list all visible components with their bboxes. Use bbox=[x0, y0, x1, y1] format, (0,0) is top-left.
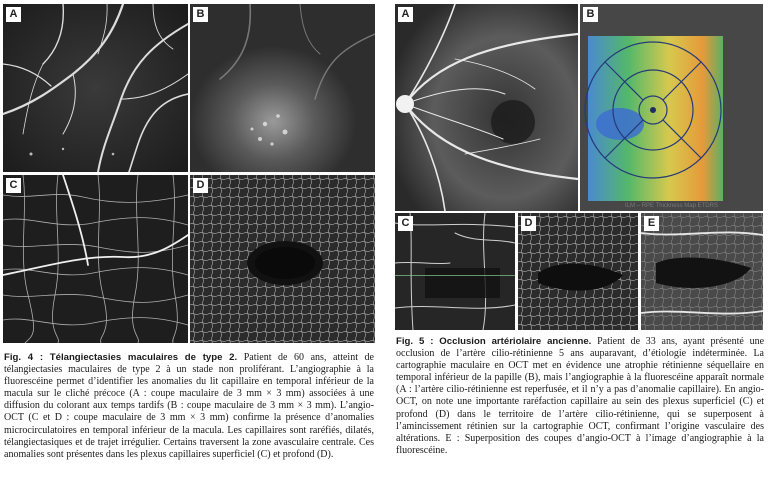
fig4-panel-a bbox=[3, 4, 188, 172]
fig5-panel-e bbox=[641, 213, 763, 330]
panel-label: A bbox=[6, 7, 21, 22]
panel-label: A bbox=[398, 7, 413, 22]
panel-label: C bbox=[398, 216, 413, 231]
fig5-panel-c bbox=[395, 213, 515, 330]
fluorescein-early-image bbox=[3, 4, 188, 172]
fundus-fluorescein-image bbox=[395, 4, 578, 211]
oct-angio-overlay-image bbox=[641, 213, 763, 330]
caption-heading: Fig. 4 : Télangiectasies maculaires de type 2. bbox=[4, 352, 238, 363]
oct-angio-superficial-image bbox=[395, 213, 515, 330]
panel-label: B bbox=[193, 7, 208, 22]
thickness-map-image bbox=[580, 4, 763, 211]
panel-label: E bbox=[644, 216, 659, 231]
panel-label: B bbox=[583, 7, 598, 22]
fig4-panel-c bbox=[3, 175, 188, 343]
oct-angio-superficial-image bbox=[3, 175, 188, 343]
fig5-panel-d bbox=[518, 213, 638, 330]
caption-heading: Fig. 5 : Occlusion artériolaire ancienne. bbox=[396, 336, 592, 347]
fig4-panel-b bbox=[190, 4, 375, 172]
panel-label: D bbox=[521, 216, 536, 231]
figure-4-caption bbox=[4, 352, 374, 461]
panel-label: C bbox=[6, 178, 21, 193]
caption-text: Patient de 60 ans, atteint de télangiectasies maculaires de type 2 à un stade non proliférant. L’angiographie à la fluorescéine permet d’identifier les anomalies du lit capillaire en temporal inférieur de la macula sur le cliché précoce (A : coupe maculaire de 3 mm × 3 mm) associées à une diffusion du colorant aux temps tardifs (B : coupe maculaire de 3 mm × 3 mm). L’angio-OCT (C et D : coupe maculaire de 3 mm × 3 mm) confirme la présence d’anomalies microcirculatoires en temporal inférieur de la macula. Les capillaires sont raréfiés, dilatés, télangiectasiques et de trajet irrégulier. Certains traversent la zone avasculaire centrale. Ces anomalies sont présentes dans les plexus capillaires superficiel (C) et profond (D). bbox=[4, 352, 374, 460]
figure-5-caption bbox=[396, 336, 764, 457]
oct-angio-deep-image bbox=[190, 175, 375, 343]
oct-angio-deep-image bbox=[518, 213, 638, 330]
map-footer: ILM – RPE Thickness Map ETDRS bbox=[625, 203, 718, 209]
fig4-panel-d bbox=[190, 175, 375, 343]
scan-line bbox=[395, 275, 515, 276]
fig5-panel-b bbox=[580, 4, 763, 211]
panel-label: D bbox=[193, 178, 208, 193]
caption-text: Patient de 33 ans, ayant présenté une occlusion de l’artère cilio-rétinienne 5 ans auparavant, d’étiologie indéterminée. La cartographie maculaire en OCT met en évidence une atrophie rétinienne séquellaire en temporal inférieur de la papille (B), mais l’angiographie à la fluorescéine apparaît normale (A : l’artère cilio-rétinienne est reperfusée, et il n’y a pas d’anomalie capillaire). En angio-OCT, on note une importante raréfaction capillaire au sein des plexus superficiel (C) et profond (D) dans le territoire de l’artère cilio-rétinienne, qui se superposent à l’amincissement rétinien sur la cartographie OCT, confirmant l’origine vasculaire des altérations. E : Superposition des coupes d’angio-OCT à l’image d’angiographie à la fluorescéine. bbox=[396, 336, 765, 456]
fluorescein-late-image bbox=[190, 4, 375, 172]
fig5-panel-a bbox=[395, 4, 578, 211]
